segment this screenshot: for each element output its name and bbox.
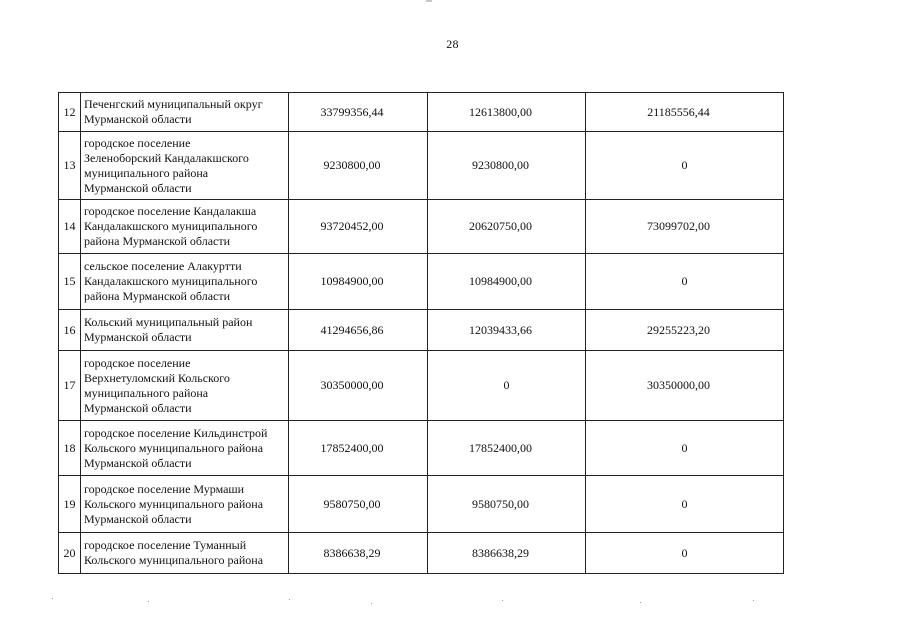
row-number: 12 [59,93,81,132]
amount-total: 9230800,00 [289,132,428,200]
table-row [59,476,784,533]
name-line: муниципального района [84,165,209,180]
name-line: Кандалакшского муниципального [84,274,258,288]
amount-third: 30350000,00 [586,351,784,421]
amount-total: 9580750,00 [289,476,428,533]
name-line: Кольского муниципального района [84,496,264,511]
name-line: Кольский муниципальный район [84,315,253,329]
scan-artifact [371,603,372,604]
municipality-name [81,310,289,351]
scan-artifact [753,600,754,601]
amount-second: 12039433,66 [428,310,586,351]
name-line: Печенгский муниципальный округ [84,97,263,111]
amount-second: 12613800,00 [428,93,586,132]
amount-third: 0 [586,254,784,310]
name-line: Мурманской области [84,330,192,344]
scan-artifact [289,599,290,600]
table-row [59,200,784,254]
name-line: Зеленоборский Кандалакшского [84,150,249,165]
amount-third: 0 [586,132,784,200]
name-line: Кольского муниципального района [84,440,264,455]
municipality-name [81,421,289,476]
budget-table [58,92,784,574]
municipality-name [81,476,289,533]
amount-third: 29255223,20 [586,310,784,351]
name-line: городское поселение Мурмаши [84,481,245,496]
table-row [59,310,784,351]
municipality-name [81,533,289,574]
amount-second: 17852400,00 [428,421,586,476]
name-line: Мурманской области [84,400,192,415]
amount-total: 17852400,00 [289,421,428,476]
row-number: 15 [59,254,81,310]
scan-artifact [640,602,641,603]
name-line: городское поселение Туманный [84,538,247,552]
name-line: муниципального района [84,385,209,400]
name-line: городское поселение Кильдинстрой [84,425,268,440]
amount-total: 30350000,00 [289,351,428,421]
amount-second: 8386638,29 [428,533,586,574]
amount-second: 9580750,00 [428,476,586,533]
name-line: городское поселение [84,135,191,150]
name-line: Верхнетуломский Кольского [84,370,230,385]
scan-artifact [502,600,503,601]
row-number: 20 [59,533,81,574]
scan-artifact [52,598,53,599]
row-number: 18 [59,421,81,476]
row-number: 14 [59,200,81,254]
municipality-name [81,93,289,132]
amount-second: 10984900,00 [428,254,586,310]
amount-second: 20620750,00 [428,200,586,254]
row-number: 19 [59,476,81,533]
name-line: городское поселение Кандалакша [84,204,257,218]
name-line: района Мурманской области [84,289,231,303]
amount-second: 0 [428,351,586,421]
amount-third: 0 [586,533,784,574]
page-number: 28 [446,37,459,51]
table-row [59,254,784,310]
municipality-name [81,132,289,200]
municipality-name [81,200,289,254]
table-row [59,93,784,132]
name-line: Мурманской области [84,511,192,526]
table-row [59,421,784,476]
scan-artifact [148,601,149,602]
amount-total: 41294656,86 [289,310,428,351]
amount-second: 9230800,00 [428,132,586,200]
name-line: Кольского муниципального района [84,553,264,567]
amount-third: 21185556,44 [586,93,784,132]
name-line: Кандалакшского муниципального [84,219,258,233]
row-number: 13 [59,132,81,200]
row-number: 16 [59,310,81,351]
municipality-name [81,254,289,310]
table-row [59,533,784,574]
name-line: района Мурманской области [84,234,231,248]
amount-third: 0 [586,421,784,476]
amount-third: 73099702,00 [586,200,784,254]
table-row [59,132,784,200]
amount-total: 93720452,00 [289,200,428,254]
amount-total: 33799356,44 [289,93,428,132]
name-line: Мурманской области [84,455,192,470]
name-line: Мурманской области [84,112,192,126]
amount-total: 8386638,29 [289,533,428,574]
table-row [59,351,784,421]
municipality-name [81,351,289,421]
amount-total: 10984900,00 [289,254,428,310]
scan-artifact [426,0,432,2]
row-number: 17 [59,351,81,421]
name-line: городское поселение [84,355,191,370]
name-line: сельское поселение Алакуртти [84,259,242,273]
name-line: Мурманской области [84,180,192,195]
amount-third: 0 [586,476,784,533]
